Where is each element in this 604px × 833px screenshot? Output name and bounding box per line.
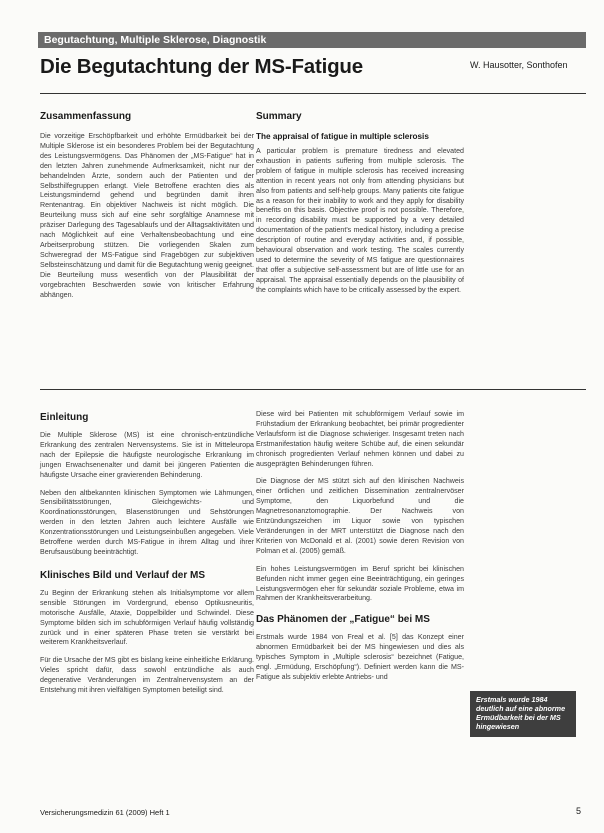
klinik-heading: Klinisches Bild und Verlauf der MS — [40, 569, 206, 581]
abstract-en — [256, 111, 464, 304]
body-paragraph: Die Diagnose der MS stützt sich auf den klinischen Nachweis einer örtlichen und zeitlichen Dissemination zentralnervöser Symptome, den Liquorbefund und die Magnetresonanztomographie. Der Nachweis von Entzündungszeichen im Liquor sowie von typischen Veränderungen in der MRT unterstützt die Diagnose nach den Kriterien von McDonald et al. (2001) sowie deren Revision von Polman et al. (2005) gemäß. — [256, 477, 464, 555]
klinik-paragraph: Zu Beginn der Erkrankung stehen als Initialsymptome vor allem sensible Störungen im Vordergrund, ebenso Optikusneuritis, motorische Ausfälle, Ataxie, Doppelbilder und Schwindel. Diese Symptome bilden sich im schubförmigen Verlauf häufig vollständig zurück und in einer späteren Phase treten sie verstärkt bei weiterem Krankheitsverlauf. — [40, 588, 254, 647]
abstract-de-text: Die vorzeitige Erschöpfbarkeit und erhöhte Ermüdbarkeit bei der Multiple Sklerose ist ein besonderes Problem bei der Begutachtung des Leistungsvermögens. Das Phänomen der „MS-Fatigue“ hat in den letzten Jahren zunehmende Aufmerksamkeit, nicht nur der behandelnden Ärzte, sondern auch der Patienten und der Selbsthilfegruppen erlangt. Viele Betroffene erachten dies als Leistungsmindernd gehend und begründen damit ihren Rentenantrag. Ein objektiver Nachweis ist nicht möglich. Die Beurteilung muss sich auf eine sehr sorgfältige Anamnese mit präziser Darlegung des Tagesablaufs und der Alltagsaktivitäten und nach Möglichkeit auf eine Verhaltensbeobachtung und eine Arbeitserprobung stützen. Die vorliegenden Skalen zum Schweregrad der MS-Fatigue sind Fragebögen zur subjektiven Selbsteinschätzung und damit für die Begutachtung wenig geeignet. Die Beurteilung muss wesentlich von der Plausibilität der vorgebrachten Beschwerden sowie von kritischer Erfahrung abhängen. — [40, 132, 254, 299]
abstract-en-subheading: The appraisal of fatigue in multiple sclerosis — [256, 132, 429, 141]
body-left-column — [40, 412, 254, 704]
einleitung-heading: Einleitung — [40, 412, 89, 423]
einleitung-paragraph: Neben den altbekannten klinischen Symptomen wie Lähmungen, Sensibilitätsstörungen, Gleichgewichts- und Koordinationsstörungen, Blasenstörungen und Sehstörungen werden in den letzten Jahren auch leichtere Ausfälle wie Konzentrationsstörungen und Leistungseinbußen angegeben. Viele Betroffene werden durch MS-Fatigue in ihrem Alltag und ihrer Berufsausübung beeinträchtigt. — [40, 488, 254, 556]
category-bar: Begutachtung, Multiple Sklerose, Diagnostik — [38, 32, 586, 48]
margin-callout: Erstmals wurde 1984 deutlich auf eine abnorme Ermüdbarkeit bei der MS hingewiesen — [470, 691, 576, 737]
article-title: Die Begutachtung der MS-Fatigue — [40, 55, 363, 78]
abstract-de-heading: Zusammenfassung — [40, 111, 132, 122]
fatigue-heading: Das Phänomen der „Fatigue“ bei MS — [256, 614, 430, 626]
abstract-en-heading: Summary — [256, 111, 302, 122]
klinik-paragraph: Für die Ursache der MS gibt es bislang keine einheitliche Erklärung. Vieles spricht dafür, dass sowohl entzündliche als auch degenerative Veränderungen im Zentralnervensystem an der Entstehung mit ihren vielfältigen Symptomen beteiligt sind. — [40, 656, 254, 695]
abstract-divider — [40, 389, 586, 390]
abstract-de — [40, 111, 254, 308]
einleitung-paragraph: Die Multiple Sklerose (MS) ist eine chronisch-entzündliche Erkrankung des zentralen Nervensystems. Sie ist in Mitteleuropa nach der Epilepsie die häufigste neurologische Erkrankung im jungen Erwachsenenalter und damit bei jüngeren Patienten die häufigste Ursache einer gravierenden Behinderung. — [40, 431, 254, 479]
body-paragraph: Ein hohes Leistungsvermögen im Beruf spricht bei klinischen Befunden nicht immer gegen eine Beeinträchtigung, ein geringes Leistungsvermögen eher für sekundär soziale Probleme, etwa im Rahmen der Krankheitsverarbeitung. — [256, 564, 464, 603]
page-number: 5 — [576, 806, 582, 816]
journal-footer: Versicherungsmedizin 61 (2009) Heft 1 — [40, 808, 170, 817]
author-line: W. Hausotter, Sonthofen — [470, 60, 568, 70]
body-paragraph: Diese wird bei Patienten mit schubförmigem Verlauf sowie im Frühstadium der Erkrankung beobachtet, bei primär progredienter Verlaufsform ist die Diagnose schwieriger. Insgesamt treten nach Erstmanifestation häufig weitere Schübe auf, die einen sekundär chronisch progredienten Verlauf nehmen können und dabei zu ausgeprägten Behinderungen führen. — [256, 410, 464, 468]
abstract-en-text: A particular problem is premature tiredness and elevated exhaustion in patients suffering from multiple sclerosis. The problem of fatigue in multiple sclerosis has received increasing attention in recent years not only from attending physicians but also from patients and self-help groups. Many patients cite fatigue as a reason for their inability to work and they apply for disability benefits on this basis. Objective proof is not possible. Therefore, in recording disability must be supported by a very detailed documentation of the patient's medical history, including a precise description of routine and everyday activities and, if possible, behavioural observation and work testing. The scales currently used to determine the severity of MS fatigue are questionnaires that offer a subjective self-assessment but are of little use for an appraisal. The appraisal essentially depends on the plausibility of the complaints which have to be critically assessed by the expert. — [256, 147, 464, 294]
header-divider — [40, 93, 586, 94]
fatigue-paragraph: Erstmals wurde 1984 von Freal et al. [5] das Konzept einer abnormen Ermüdbarkeit bei der MS hingewiesen und dies als typisches Symptom in „Multiple sclerosis“ bezeichnet (Fatigue, engl. „Ermüdung, Erschöpfung“). Definiert werden kann die MS-Fatigue als subjektiv erlebte Antriebs- und — [256, 633, 464, 681]
body-right-column — [256, 410, 464, 691]
